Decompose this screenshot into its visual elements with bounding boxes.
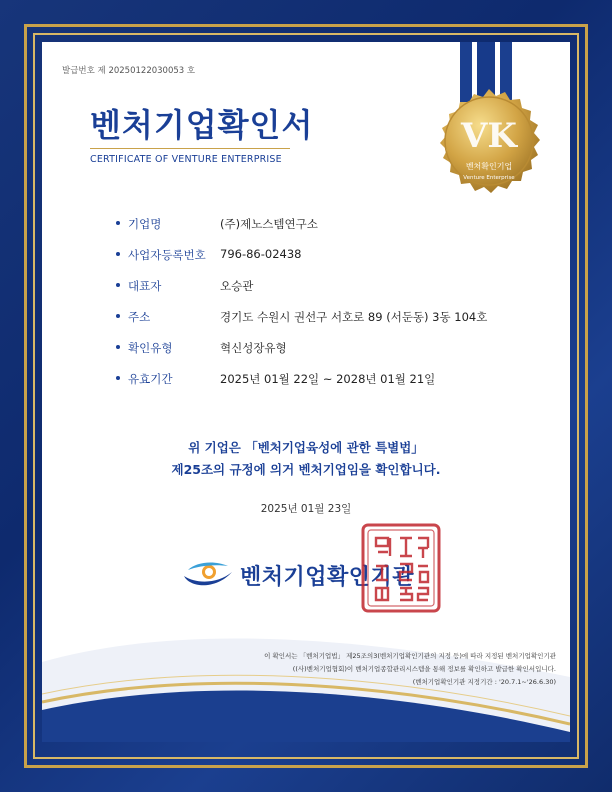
bullet-icon — [116, 283, 120, 287]
svg-text:VK: VK — [461, 116, 517, 156]
field-value: 혁신성장유형 — [220, 341, 287, 355]
field-value: 오승관 — [220, 279, 254, 293]
bullet-icon — [116, 314, 120, 318]
footnote-line: ((사)벤처기업협회)이 벤처기업종합관리시스템을 통해 정보를 확인하고 발급한 확인서입니다. — [292, 665, 556, 673]
field-label: 사업자등록번호 — [128, 248, 206, 262]
field-value: 796-86-02438 — [220, 247, 302, 261]
field-label: 주소 — [128, 310, 151, 324]
issue-number: 발급번호 제 20250122030053 호 — [62, 66, 196, 76]
field-value: (주)제노스템연구소 — [220, 217, 318, 231]
field-label: 유효기간 — [128, 372, 173, 386]
venture-badge — [430, 87, 548, 205]
footnote-line: 이 확인서는 「벤처기업법」 제25조의3(벤처기업확인기관의 지정 등)에 따라 지정된 벤처기업확인기관 — [264, 652, 556, 660]
statement-line-1: 위 기업은 「벤처기업육성에 관한 특별법」 — [188, 440, 424, 455]
certificate-subtitle: CERTIFICATE OF VENTURE ENTERPRISE — [90, 154, 282, 165]
bullet-icon — [116, 221, 120, 225]
badge-emblem-icon — [430, 87, 548, 205]
field-label: 확인유형 — [128, 341, 173, 355]
certificate-title: 벤처기업확인서 — [90, 106, 314, 144]
issuer-name: 벤처기업확인기관 — [240, 565, 415, 590]
field-label: 대표자 — [128, 279, 162, 293]
footnotes — [264, 650, 556, 689]
footnote-line: (벤처기업확인기관 지정기간 : '20.7.1~'26.6.30) — [412, 678, 556, 686]
issue-date: 2025년 01월 23일 — [260, 503, 352, 515]
certificate-paper — [42, 42, 570, 742]
badge-korean-text: 벤처확인기업 — [465, 162, 513, 171]
official-seal — [360, 522, 442, 614]
seal-stamp-icon — [360, 522, 442, 614]
statement-line-2: 제25조의 규정에 의거 벤처기업임을 확인합니다. — [171, 462, 441, 477]
issuer-logo-icon — [182, 562, 234, 590]
bullet-icon — [116, 345, 120, 349]
bullet-icon — [116, 252, 120, 256]
field-value: 경기도 수원시 권선구 서호로 89 (서둔동) 3동 104호 — [220, 310, 488, 324]
field-label: 기업명 — [128, 217, 162, 231]
title-underline — [90, 148, 290, 149]
field-value: 2025년 01월 22일 ~ 2028년 01월 21일 — [220, 372, 436, 386]
bullet-icon — [116, 376, 120, 380]
badge-english-text: Venture Enterprise — [463, 175, 515, 181]
